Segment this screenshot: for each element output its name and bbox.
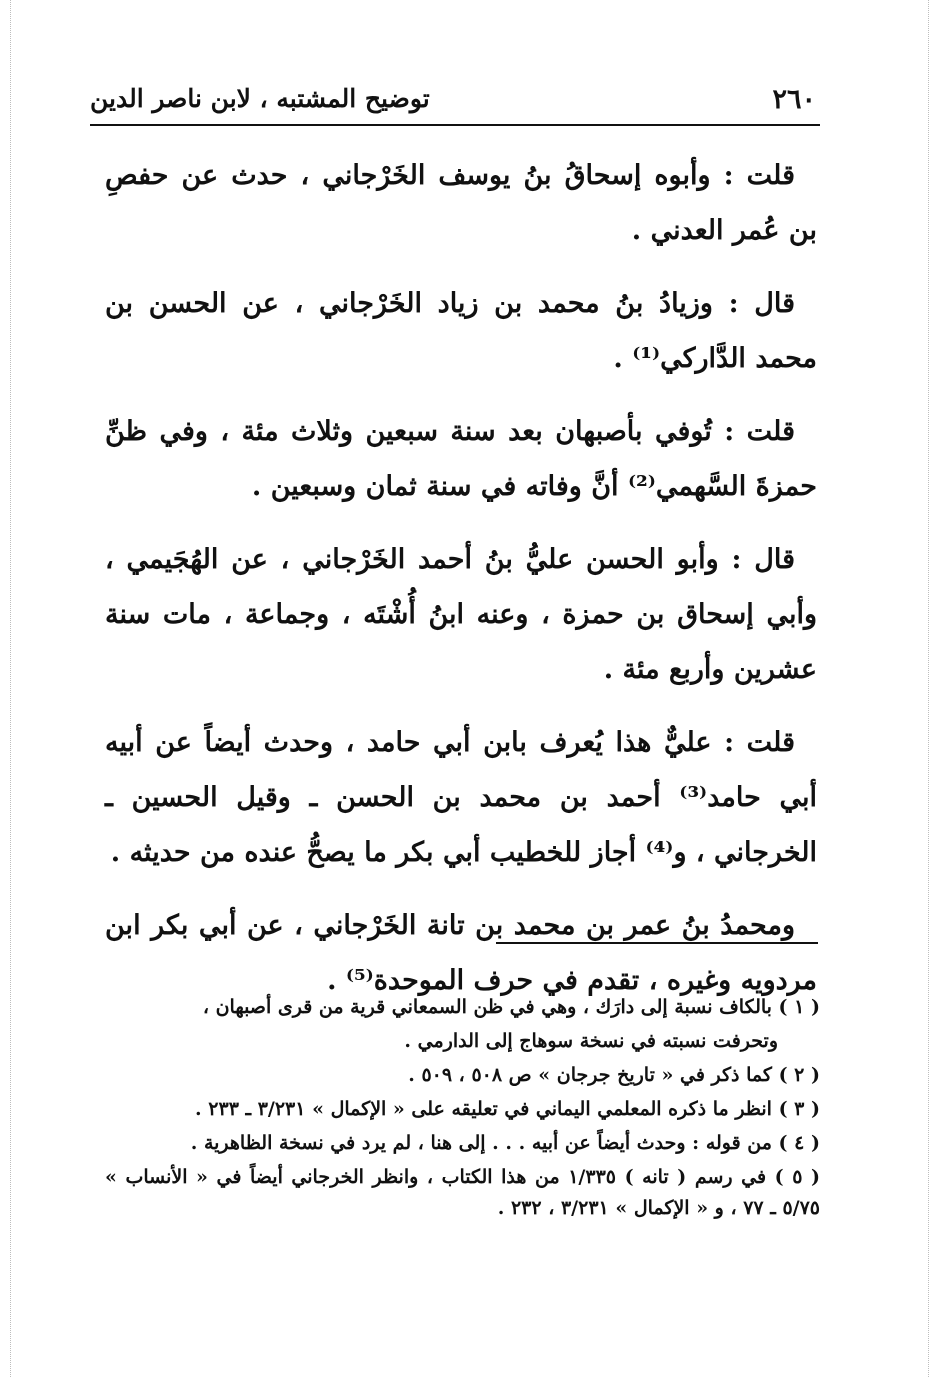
footnote-1-continuation: وتحرفت نسبته في نسخة سوهاج إلى الدارمي . bbox=[404, 1030, 778, 1052]
page-number: ٢٦٠ bbox=[772, 84, 816, 115]
paragraph: ومحمدُ بنُ عمر بن محمد بن تانة الخَرْجاني ، عن أبي بكر ابن مردويه وغيره ، تقدم في حرف الموحدة⁽⁵⁾ . bbox=[105, 910, 817, 996]
paragraph: قلت : تُوفي بأصبهان بعد سنة سبعين وثلاث مئة ، وفي ظنِّ حمزةَ السَّهمي⁽²⁾ أنَّ وفاته في سنة ثمان وسبعين . bbox=[105, 416, 817, 502]
scan-edge-right bbox=[928, 0, 929, 1377]
running-title: توضيح المشتبه ، لابن ناصر الدين bbox=[90, 84, 430, 113]
header-rule bbox=[90, 124, 820, 126]
paragraph: قلت : وأبوه إسحاقُ بنُ يوسف الخَرْجاني ، حدث عن حفصِ بن عُمر العدني . bbox=[105, 160, 817, 246]
scan-edge-left bbox=[10, 0, 11, 1377]
footnote-1: ( ١ ) بالكاف نسبة إلى دارَك ، وهي في ظن السمعاني قرية من قرى أصبهان ، bbox=[202, 996, 820, 1018]
paragraph: قال : وأبو الحسن عليُّ بنُ أحمد الخَرْجاني ، عن الهُجَيمي ، وأبي إسحاق بن حمزة ، وعنه ابنُ أُشْتَه ، وجماعة ، مات سنة عشرين وأربع مئة . bbox=[105, 544, 817, 685]
footnotes bbox=[105, 992, 820, 1227]
footnote-3: ( ٣ ) انظر ما ذكره المعلمي اليماني في تعليقه على « الإكمال » ٣/٢٣١ ـ ٢٣٣ . bbox=[195, 1098, 820, 1120]
footnote-5: ( ٥ ) في رسم ( تانه ) ١/٣٣٥ من هذا الكتاب ، وانظر الخرجاني أيضاً في « الأنساب » ٥/٧٥ ـ ٧٧ ، و « الإكمال » ٣/٢٣١ ، ٢٣٢ . bbox=[105, 1166, 821, 1219]
footnote-2: ( ٢ ) كما ذكر في « تاريخ جرجان » ص ٥٠٨ ، ٥٠٩ . bbox=[408, 1064, 820, 1086]
footnote-separator bbox=[496, 942, 818, 944]
paragraph: قال : وزيادُ بنُ محمد بن زياد الخَرْجاني ، عن الحسن بن محمد الدَّاركي⁽¹⁾ . bbox=[105, 288, 817, 374]
footnote-4: ( ٤ ) من قوله : وحدث أيضاً عن أبيه . . . إلى هنا ، لم يرد في نسخة الظاهرية . bbox=[190, 1132, 820, 1154]
paragraph: قلت : عليٌّ هذا يُعرف بابن أبي حامد ، وحدث أيضاً عن أبيه أبي حامد⁽³⁾ أحمد بن محمد بن الحسن ـ وقيل الحسين ـ الخرجاني ، و⁽⁴⁾ أجاز للخطيب أبي بكر ما يصحُّ عنده من حديثه . bbox=[105, 727, 817, 868]
page-header bbox=[90, 78, 820, 118]
main-text bbox=[105, 148, 817, 1026]
